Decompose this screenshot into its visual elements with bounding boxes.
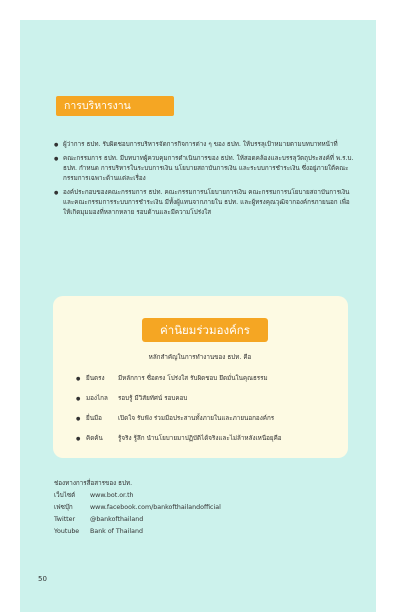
channel-label: เว็บไซต์	[54, 492, 76, 499]
values-heading: ค่านิยมร่วมองค์กร	[142, 318, 268, 342]
facebook-link[interactable]: www.facebook.com/bankofthailandofficial	[90, 504, 221, 511]
value-desc: รู้จริง รู้ลึก นำนโยบายมาปฏิบัติได้จริงและไม่ล้าหลังเหนือยุคือ	[118, 435, 282, 442]
channel-item	[54, 490, 221, 502]
management-item: ● องค์ประกอบของคณะกรรมการ ธปท. คณะกรรมการนโยบายการเงิน คณะกรรมการนโยบายสถาบันการเงิน และคณะกรรมการระบบการชำระเงิน มีทั้งผู้แทนจากภายใน ธปท. และผู้ทรงคุณวุฒิจากองค์กรภายนอก เพื่อให้เกิดมุมมองที่หลากหลาย รอบด้านและมีความโปร่งใส	[54, 188, 354, 218]
channels-block	[54, 478, 221, 538]
channel-item	[54, 526, 221, 538]
bullet-dot: ●	[76, 416, 81, 422]
management-list	[54, 140, 354, 222]
value-desc: เปิดใจ รับฟัง ร่วมมือประสานทั้งภายในและภายนอกองค์กร	[118, 415, 275, 422]
channel-item	[54, 514, 221, 526]
management-heading: การบริหารงาน	[56, 96, 174, 116]
channel-label: Youtube	[54, 528, 80, 535]
management-item: ● ผู้ว่าการ ธปท. รับผิดชอบการบริหารจัดการกิจการต่าง ๆ ของ ธปท. ให้บรรลุเป้าหมายตามบทบาทหน้าที่	[54, 140, 354, 150]
channels-heading: ช่องทางการสื่อสารของ ธปท.	[54, 480, 133, 487]
value-name: ยืนตรง	[86, 375, 105, 382]
management-item: ● คณะกรรมการ ธปท. มีบทบาทผู้ควบคุมการดำเนินการของ ธปท. ให้สอดคล้องและบรรลุวัตถุประสงค์ที่ พ.ร.บ. ธปท. กำหนด การบริหารในระบบการเงิน นโยบายสถาบันการเงิน และระบบการชำระเงิน ซึ่งอยู่ภายใต้คณะกรรมการเฉพาะด้านแต่ละเรื่อง	[54, 154, 354, 184]
bullet-dot: ●	[76, 376, 81, 382]
website-link[interactable]: www.bot.or.th	[90, 492, 134, 499]
channel-item	[54, 502, 221, 514]
value-desc: รอบรู้ มีวิสัยทัศน์ รอบคอบ	[118, 395, 188, 402]
page-number: 50	[38, 575, 47, 583]
value-name: มองไกล	[86, 395, 108, 402]
value-name: คิดค้น	[86, 435, 103, 442]
twitter-handle[interactable]: @bankofthailand	[90, 516, 144, 523]
value-desc: มีหลักการ ซื่อตรง โปร่งใส รับผิดชอบ ยึดมั่นในคุณธรรม	[118, 375, 268, 382]
value-name: ยื่นมือ	[86, 415, 102, 422]
channel-label: เฟซบุ๊ก	[54, 504, 73, 511]
values-intro: หลักสำคัญในการทำงานของ ธปท. คือ	[148, 354, 252, 361]
youtube-channel[interactable]: Bank of Thailand	[90, 528, 143, 535]
bullet-dot: ●	[76, 436, 81, 442]
channel-label: Twitter	[54, 516, 76, 523]
bullet-dot: ●	[76, 396, 81, 402]
